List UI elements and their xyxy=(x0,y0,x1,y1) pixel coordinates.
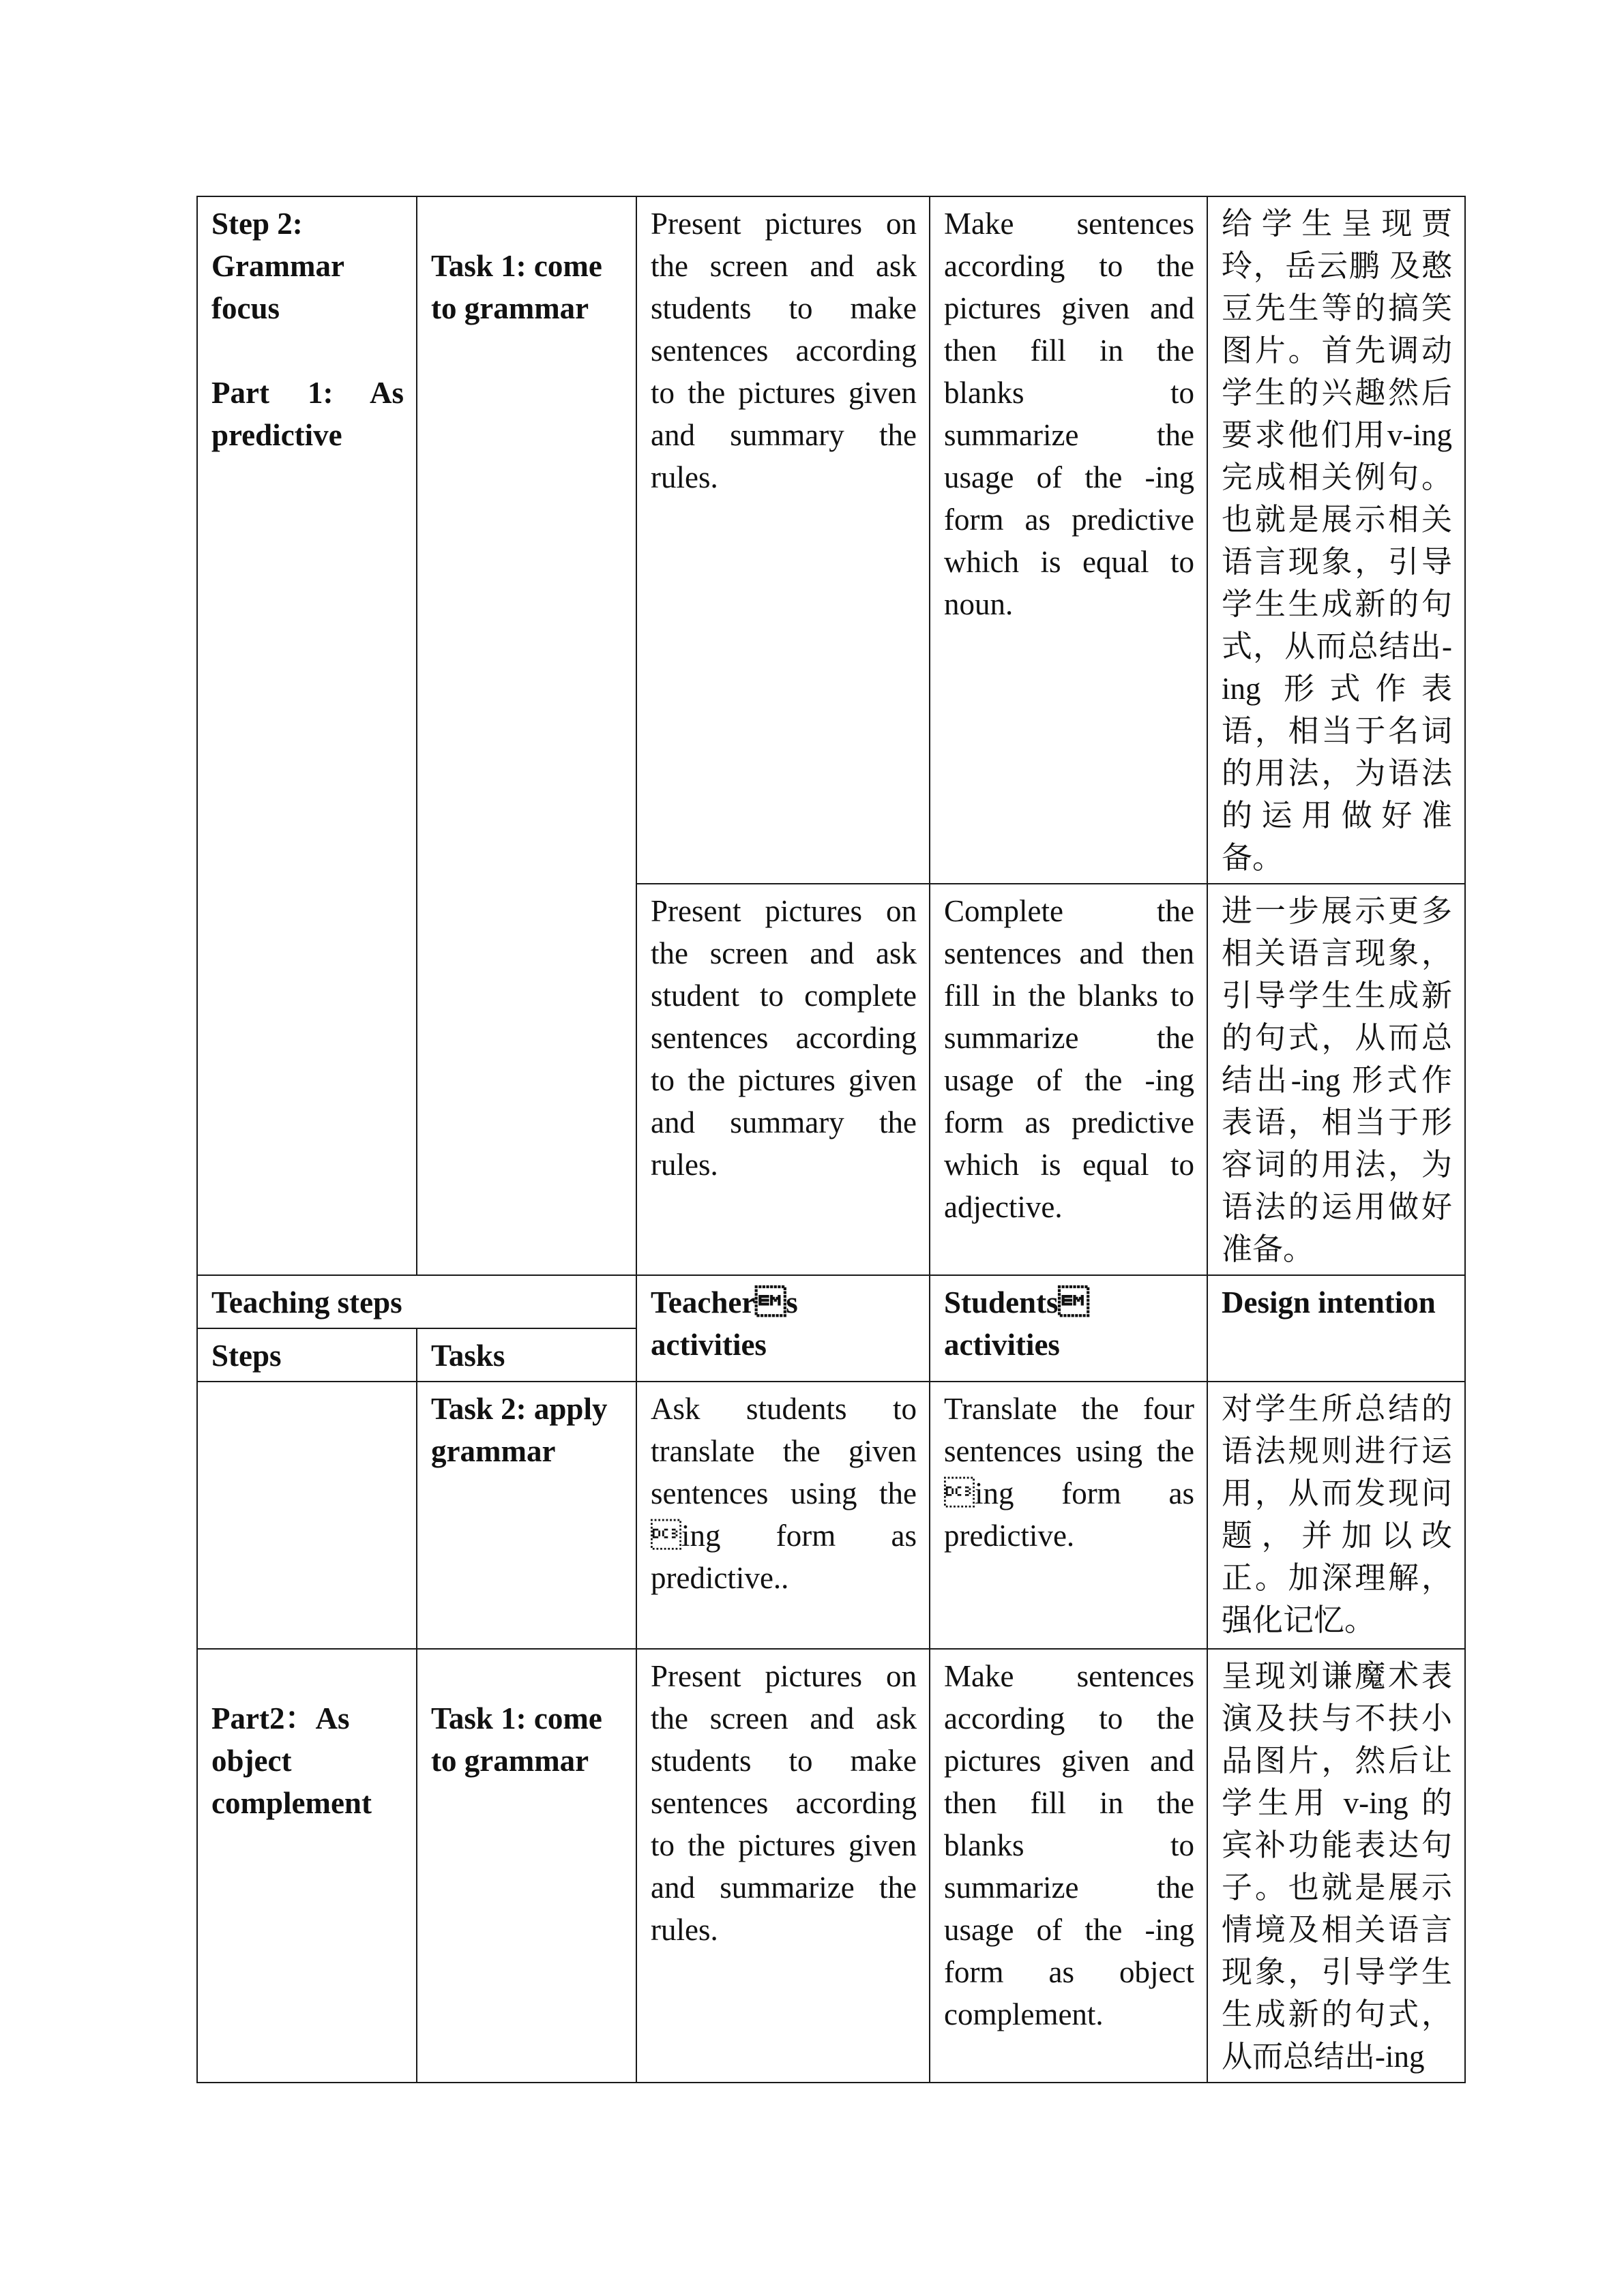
teacher-activity-cell: Present pictures on the screen and ask student to complete sentences according to the pictures given and summary the rules. xyxy=(636,884,930,1275)
teacher-activity-cell: Present pictures on the screen and ask students to make sentences according to the pictures given and summary the rules. xyxy=(636,196,930,884)
task-cell xyxy=(417,196,636,1275)
teacher-activity-cell: Present pictures on the screen and ask students to make sentences according to the pictures given and summarize the rules. xyxy=(636,1649,930,2083)
teaching-steps-header: Teaching steps xyxy=(197,1275,636,1328)
header-row xyxy=(197,1275,1465,1328)
task-cell xyxy=(417,1382,636,1649)
design-intention-header: Design intention xyxy=(1207,1275,1465,1382)
task-cell xyxy=(417,1649,636,2083)
design-intention-cell: 进一步展示更多相关语言现象，引导学生生成新的句式，从而总结出-ing 形式作表语，相当于形容词的用法，为语法的运用做好准备。 xyxy=(1207,884,1465,1275)
lesson-plan-table xyxy=(196,196,1466,2083)
part-label: Part 1: As predictive xyxy=(211,376,404,452)
task-label: Task 1: come to grammar xyxy=(431,1701,602,1778)
table-row xyxy=(197,196,1465,884)
step-cell xyxy=(197,1382,417,1649)
task-label: Task 1: come to grammar xyxy=(431,249,602,325)
tasks-header: Tasks xyxy=(417,1328,636,1382)
design-intention-cell: 给学生呈现贾玲，岳云鹏 及憨豆先生等的搞笑图片。首先调动学生的兴趣然后要求他们用v-ing 完成相关例句。也就是展示相关语言现象，引导学生生成新的句式，从而总结出-ing 形式作表语，相当于名词的用法，为语法的运用做好准备。 xyxy=(1207,196,1465,884)
part-label: Part2：As object complement xyxy=(211,1701,372,1820)
student-activity-cell: Translate the four sentences using the ing form as predictive. xyxy=(930,1382,1207,1649)
step-label: Step 2: Grammar focus xyxy=(211,207,344,325)
student-activity-cell: Complete the sentences and then fill in the blanks to summarize the usage of the -ing form as predictive which is equal to adjective. xyxy=(930,884,1207,1275)
task-label: Task 2: apply grammar xyxy=(431,1392,608,1468)
design-intention-cell: 对学生所总结的语法规则进行运用，从而发现问题，并加以改正。加深理解，强化记忆。 xyxy=(1207,1382,1465,1649)
student-activity-cell: Make sentences according to the pictures given and then fill in the blanks to summarize the usage of the -ing form as object complement. xyxy=(930,1649,1207,2083)
step-cell xyxy=(197,196,417,1275)
table-row xyxy=(197,1649,1465,2083)
design-intention-cell: 呈现刘谦魔术表演及扶与不扶小品图片，然后让学生用 v-ing 的宾补功能表达句子。也就是展示情境及相关语言现象，引导学生生成新的句式，从而总结出-ing xyxy=(1207,1649,1465,2083)
student-activity-cell: Make sentences according to the pictures given and then fill in the blanks to summarize the usage of the -ing form as predictive which is equal to noun. xyxy=(930,196,1207,884)
table-row xyxy=(197,1382,1465,1649)
students-activities-header: Students activities xyxy=(930,1275,1207,1382)
teacher-activities-header: Teachers activities xyxy=(636,1275,930,1382)
step-cell xyxy=(197,1649,417,2083)
steps-header: Steps xyxy=(197,1328,417,1382)
teacher-activity-cell: Ask students to translate the given sentences using the ing form as predictive.. xyxy=(636,1382,930,1649)
